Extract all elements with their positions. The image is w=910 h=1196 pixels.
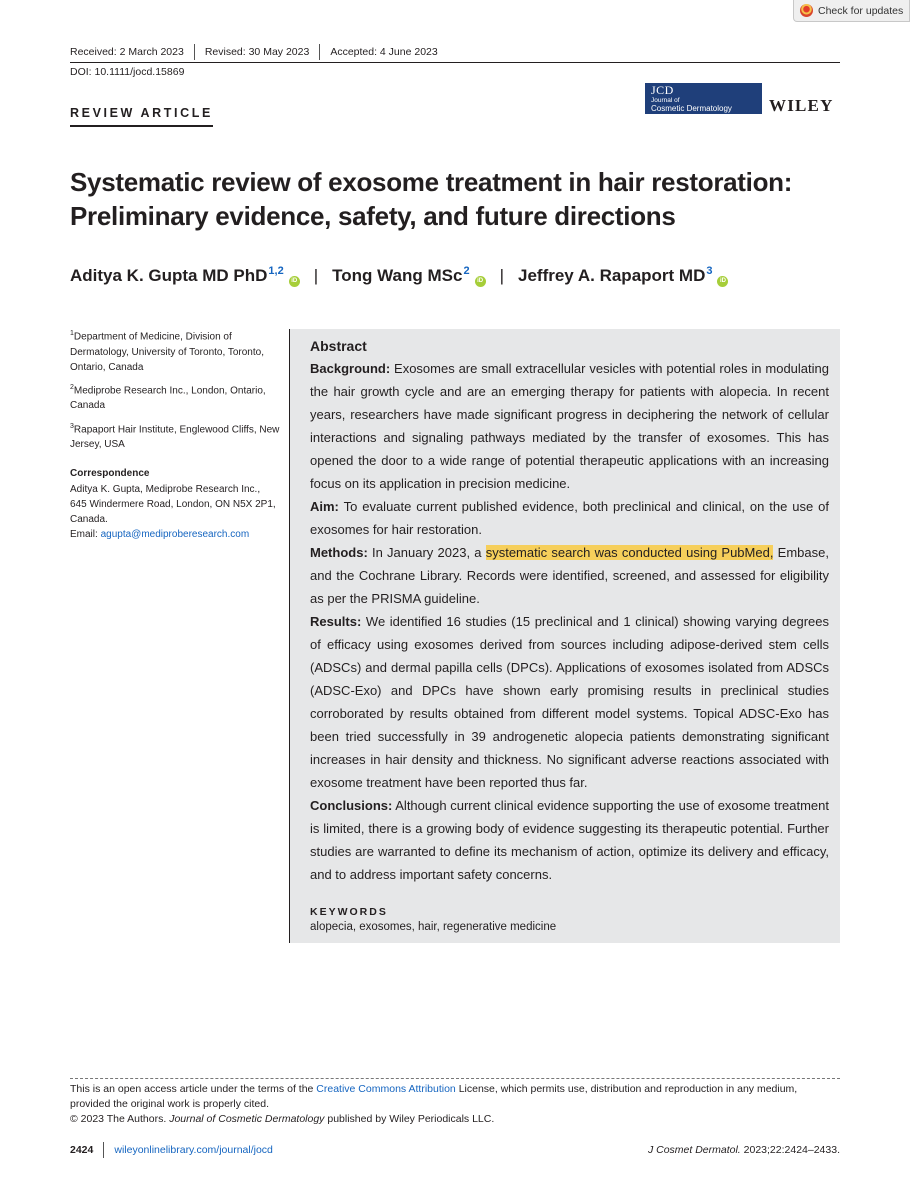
section-label: Background: (310, 361, 391, 376)
section-text: Exosomes are small extracellular vesicles with potential roles in modulating the hair growth cycle and are an emerging therapy for patients with alopecia. In recent years, researchers have made significant progress in deciphering the network of cellular interactions and signaling pathways mediated by the transfer of exosomes. This has opened the door to a wide range of potential therapeutic applications with an increasing focus on its application in precision medicine. (310, 361, 829, 491)
journal-logo (645, 83, 762, 114)
correspondence-email (70, 527, 280, 542)
footer-rule (70, 1078, 840, 1079)
section-text: In January 2023, a (372, 545, 482, 560)
affiliation (70, 419, 280, 453)
abstract-results (310, 610, 829, 794)
citation-ref: 2023;22:2424–2433. (743, 1144, 840, 1156)
highlighted-text: systematic search was conducted using PubMed, (485, 545, 774, 560)
author-affiliation-link[interactable]: 3 (706, 265, 713, 277)
header-rule (70, 62, 840, 63)
affiliation-number: 2 (70, 383, 74, 391)
publication-dates (70, 44, 438, 60)
crossmark-icon (800, 4, 813, 17)
journal-logo-line2: Cosmetic Dermatology (651, 104, 732, 113)
keywords-heading: KEYWORDS (310, 906, 388, 918)
accepted-date: Accepted: 4 June 2023 (330, 46, 438, 58)
section-text: Although current clinical evidence supporting the use of exosome treatment is limited, there is a growing body of evidence suggesting its therapeutic potential. Further studies are warranted to define its mechanism of action, optimize its delivery and efficacy, and to address important safety concerns. (310, 798, 829, 882)
license-notice (70, 1082, 840, 1127)
article-type-label: REVIEW ARTICLE (70, 106, 213, 127)
publisher-logo: WILEY (769, 96, 834, 115)
abstract-methods (310, 541, 829, 610)
date-divider (194, 44, 195, 60)
revised-date: Revised: 30 May 2023 (204, 46, 310, 58)
affiliation-text: Mediprobe Research Inc., London, Ontario, Canada (70, 385, 266, 412)
received-date: Received: 2 March 2023 (70, 46, 184, 58)
journal-logo-abbr: JCD (651, 83, 674, 97)
orcid-icon[interactable]: iD (475, 276, 486, 287)
abstract-aim (310, 495, 829, 541)
correspondence-heading: Correspondence (70, 468, 150, 480)
license-text: This is an open access article under the terms of the (70, 1083, 314, 1095)
keywords-list: alopecia, exosomes, hair, regenerative medicine (310, 921, 557, 933)
author-name: Aditya K. Gupta MD PhD (70, 266, 268, 285)
date-divider (319, 44, 320, 60)
citation (648, 1144, 840, 1156)
page-number: 2424 (70, 1144, 94, 1156)
copyright-text: © 2023 The Authors. (70, 1113, 167, 1125)
section-label: Conclusions: (310, 798, 393, 813)
author-separator: | (313, 266, 319, 285)
author-affiliation-link[interactable]: 2 (463, 265, 470, 277)
correspondence-name: Aditya K. Gupta, Mediprobe Research Inc., (70, 483, 261, 495)
affiliation-number: 3 (70, 422, 74, 430)
license-line (70, 1082, 840, 1112)
affiliation-text: Rapaport Hair Institute, Englewood Cliffs, New Jersey, USA (70, 424, 280, 451)
section-label: Methods: (310, 545, 368, 560)
copyright-line (70, 1112, 840, 1127)
article-title (70, 165, 850, 233)
orcid-icon[interactable]: iD (717, 276, 728, 287)
author-separator: | (499, 266, 504, 285)
section-text: To evaluate current published evidence, both preclinical and clinical, on the use of exosomes for hair restoration. (310, 499, 829, 537)
abstract-body (310, 336, 829, 886)
section-label: Results: (310, 614, 362, 629)
copyright-journal: Journal of Cosmetic Dermatology (169, 1113, 325, 1125)
abstract-conclusions (310, 794, 829, 886)
section-label: Aim: (310, 499, 339, 514)
affiliation-number: 1 (70, 330, 74, 337)
journal-logo-line1: Journal of (651, 97, 680, 104)
orcid-icon[interactable]: iD (289, 276, 300, 287)
affiliations-column (70, 326, 280, 542)
journal-site-link[interactable]: wileyonlinelibrary.com/journal/jocd (114, 1144, 273, 1156)
doi: DOI: 10.1111/jocd.15869 (70, 66, 185, 78)
citation-journal: J Cosmet Dermatol. (647, 1144, 741, 1156)
author-affiliation-link[interactable]: 1,2 (268, 265, 284, 277)
page-footer (70, 1142, 840, 1158)
abstract-heading: Abstract (310, 338, 367, 354)
license-text: License, which permits use, distribution and reproduction in any medium, provided the original work is properly cited. (70, 1083, 798, 1110)
abstract-background (310, 357, 829, 495)
license-link[interactable]: Creative Commons Attribution (316, 1083, 456, 1095)
section-text: Embase, and the Cochrane Library. Records were identified, screened, and assessed for eligibility as per the PRISMA guideline. (310, 545, 829, 606)
check-for-updates-label: Check for updates (818, 4, 904, 17)
email-link[interactable]: agupta@mediproberesearch.com (100, 529, 250, 541)
footer-divider (103, 1142, 104, 1158)
copyright-text: published by Wiley Periodicals LLC. (327, 1113, 495, 1125)
correspondence-address: 645 Windermere Road, London, ON N5X 2P1, Canada. (70, 498, 276, 526)
author-name: Jeffrey A. Rapaport MD (518, 266, 706, 285)
title-line-1: Systematic review of exosome treatment in hair restoration: (70, 167, 793, 197)
section-text: We identified 16 studies (15 preclinical and 1 clinical) showing varying degrees of efficacy using exosomes derived from sources including adipose-derived stem cells (ADSCs) and dermal papilla cells (DPCs). Applications of exosomes isolated from ADSCs (ADSC-Exo) and DPCs have shown early promising results in preclinical studies corroborated by results obtained from different model systems. Topical ADSC-Exo has been tried successfully in 39 androgenetic alopecia patients demonstrating significant increases in hair density and thickness. No significant adverse reactions associated with exosome treatment have been reported thus far. (310, 614, 829, 790)
author-list (70, 266, 728, 286)
affiliation-text: Department of Medicine, Division of Dermatology, University of Toronto, Toronto, Ontario, Canada (70, 331, 264, 373)
author-name: Tong Wang MSc (332, 266, 463, 285)
affiliation (70, 380, 280, 414)
check-for-updates-button[interactable] (793, 0, 910, 22)
email-label: Email: (70, 529, 98, 541)
affiliation (70, 326, 280, 375)
title-line-2: Preliminary evidence, safety, and future directions (70, 201, 676, 231)
